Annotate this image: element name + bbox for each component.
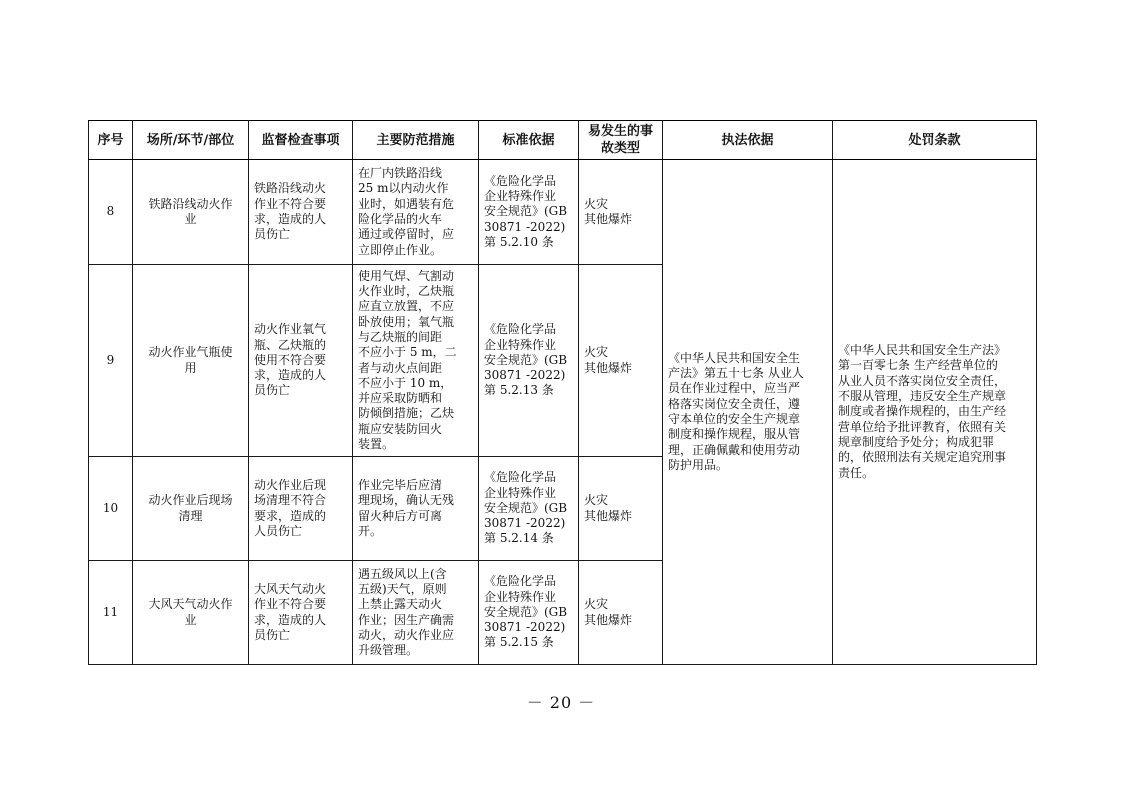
row-standard: 《危险化学品 企业特殊作业 安全规范》(GB 30871 -2022) 第 5.2.14 条 <box>479 457 579 561</box>
row-measures: 使用气焊、气割动 火作业时，乙炔瓶 应直立放置，不应 卧放使用；氧气瓶 与乙炔瓶的间距 不应小于 5 m，二 者与动火点间距 不应小于 10 m， 并应采取防晒和 防倾倒措施；乙炔 瓶应安装防回火 装置。 <box>353 265 479 457</box>
row-accident: 火灾 其他爆炸 <box>579 160 663 265</box>
header-row <box>89 121 1037 160</box>
header-standard: 标准依据 <box>479 121 579 160</box>
header-law: 执法依据 <box>663 121 833 160</box>
header-penalty: 处罚条款 <box>833 121 1037 160</box>
row-seq: 11 <box>89 561 133 665</box>
table-row <box>89 160 1037 265</box>
row-accident: 火灾 其他爆炸 <box>579 457 663 561</box>
row-standard: 《危险化学品 企业特殊作业 安全规范》(GB 30871 -2022) 第 5.2.13 条 <box>479 265 579 457</box>
row-item: 铁路沿线动火 作业不符合要 求，造成的人 员伤亡 <box>249 160 353 265</box>
header-place: 场所/环节/部位 <box>133 121 249 160</box>
row-seq: 9 <box>89 265 133 457</box>
row-accident: 火灾 其他爆炸 <box>579 561 663 665</box>
row-seq: 10 <box>89 457 133 561</box>
law-basis-cell: 《中华人民共和国安全生 产法》第五十七条 从业人 员在作业过程中，应当严 格落实岗位安全责任，遵 守本单位的安全生产规章 制度和操作规程，服从管 理，正确佩戴和使用劳动 防护用品。 <box>663 160 833 665</box>
row-item: 动火作业氧气 瓶、乙炔瓶的 使用不符合要 求，造成的人 员伤亡 <box>249 265 353 457</box>
row-item: 大风天气动火 作业不符合要 求，造成的人 员伤亡 <box>249 561 353 665</box>
regulation-table <box>88 120 1037 665</box>
header-seq: 序号 <box>89 121 133 160</box>
row-place: 大风天气动火作 业 <box>133 561 249 665</box>
row-standard: 《危险化学品 企业特殊作业 安全规范》(GB 30871 -2022) 第 5.2.10 条 <box>479 160 579 265</box>
header-accident: 易发生的事 故类型 <box>579 121 663 160</box>
row-accident: 火灾 其他爆炸 <box>579 265 663 457</box>
row-measures: 作业完毕后应清 理现场，确认无残 留火种后方可离 开。 <box>353 457 479 561</box>
row-seq: 8 <box>89 160 133 265</box>
row-measures: 遇五级风以上(含 五级)天气，原则 上禁止露天动火 作业；因生产确需 动火，动火作业应 升级管理。 <box>353 561 479 665</box>
page-number: － 20 － <box>526 693 596 712</box>
row-place: 铁路沿线动火作 业 <box>133 160 249 265</box>
row-place: 动火作业气瓶使 用 <box>133 265 249 457</box>
row-standard: 《危险化学品 企业特殊作业 安全规范》(GB 30871 -2022) 第 5.2.15 条 <box>479 561 579 665</box>
row-measures: 在厂内铁路沿线 25 m以内动火作 业时，如遇装有危 险化学品的火车 通过或停留时，应 立即停止作业。 <box>353 160 479 265</box>
row-item: 动火作业后现 场清理不符合 要求，造成的 人员伤亡 <box>249 457 353 561</box>
header-item: 监督检查事项 <box>249 121 353 160</box>
header-measures: 主要防范措施 <box>353 121 479 160</box>
penalty-cell: 《中华人民共和国安全生产法》 第一百零七条 生产经营单位的 从业人员不落实岗位安全责任， 不服从管理，违反安全生产规章 制度或者操作规程的，由生产经 营单位给予批评教育，依照有关 规章制度给予处分；构成犯罪 的，依照刑法有关规定追究刑事 责任。 <box>833 160 1037 665</box>
row-place: 动火作业后现场 清理 <box>133 457 249 561</box>
